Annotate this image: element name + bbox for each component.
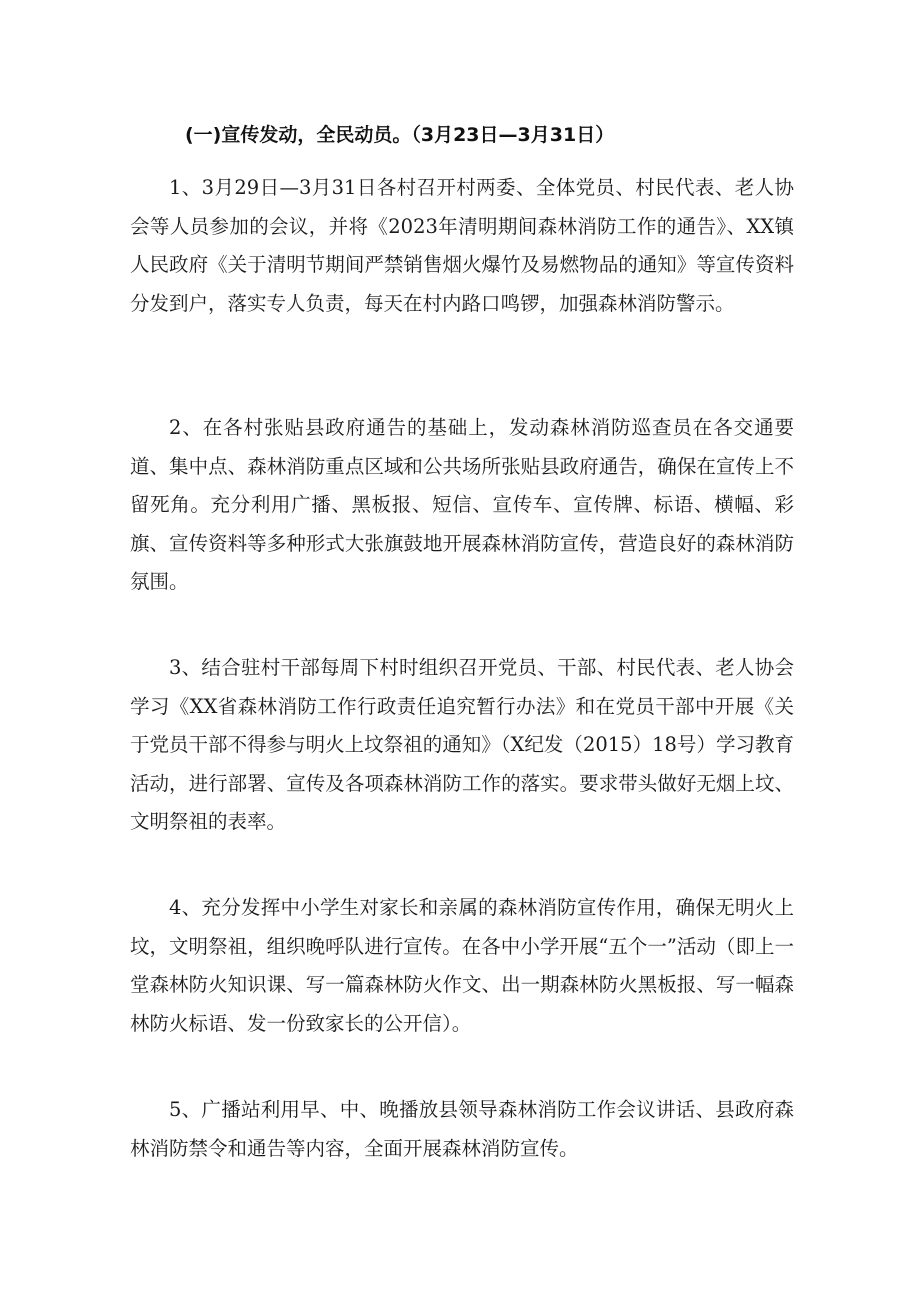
section-heading: (一)宣传发动，全民动员。（3月23日—3月31日） <box>185 124 615 146</box>
paragraph-2: 2、在各村张贴县政府通告的基础上，发动森林消防巡查员在各交通要道、集中点、森林消防重点区域和公共场所张贴县政府通告，确保在宣传上不留死角。充分利用广播、黑板报、短信、宣传车、宣传牌、标语、横幅、彩旗、宣传资料等多种形式大张旗鼓地开展森林消防宣传，营造良好的森林消防氛围。 <box>130 416 794 594</box>
paragraph-3: 3、结合驻村干部每周下村时组织召开党员、干部、村民代表、老人协会学习《XX省森林消防工作行政责任追究暂行办法》和在党员干部中开展《关于党员干部不得参与明火上坟祭祖的通知》（X纪发（2015）18号）学习教育活动，进行部署、宣传及各项森林消防工作的落实。要求带头做好无烟上坟、文明祭祖的表率。 <box>130 656 794 834</box>
paragraph-4: 4、充分发挥中小学生对家长和亲属的森林消防宣传作用，确保无明火上坟，文明祭祖，组织晚呼队进行宣传。在各中小学开展“五个一”活动（即上一堂森林防火知识课、写一篇森林防火作文、出一期森林防火黑板报、写一幅森林防火标语、发一份致家长的公开信）。 <box>130 896 794 1035</box>
paragraph-5: 5、广播站利用早、中、晚播放县领导森林消防工作会议讲话、县政府森林消防禁令和通告等内容，全面开展森林消防宣传。 <box>130 1098 794 1160</box>
paragraph-1: 1、3月29日—3月31日各村召开村两委、全体党员、村民代表、老人协会等人员参加的会议，并将《2023年清明期间森林消防工作的通告》、XX镇人民政府《关于清明节期间严禁销售烟火爆竹及易燃物品的通知》等宣传资料分发到户，落实专人负责，每天在村内路口鸣锣，加强森林消防警示。 <box>130 176 794 315</box>
